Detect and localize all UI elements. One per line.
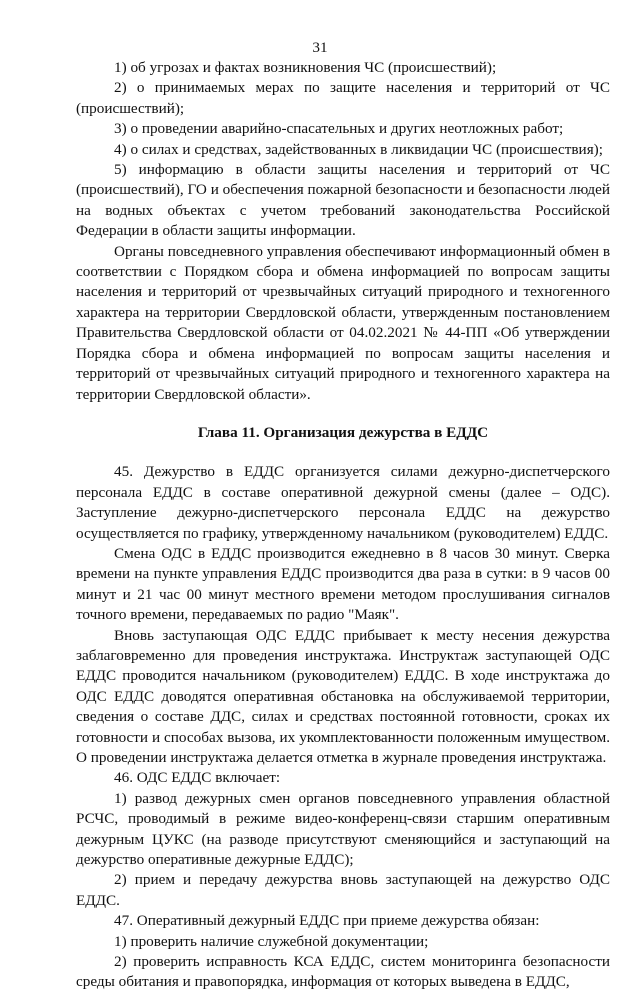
paragraph: 1) проверить наличие служебной документации; [114, 932, 429, 950]
paragraph: Вновь заступающая ОДС ЕДДС прибывает к месту несения дежурства заблаговременно для проведения инструктажа. Инструктаж заступающей ОДС ЕДДС проводится начальником (руководителем) ЕДДС. В ходе инструктажа до ОДС ЕДДС доводятся оперативная обстановка на обслуживаемой территории, сведения о составе ДДС, силах и средствах постоянной готовности, сроках их готовности и способах вызова, их укомплектованности положенным имуществом. О проведении инструктажа делается отметка в журнале проведения инструктажа. [76, 626, 610, 766]
paragraph: 46. ОДС ЕДДС включает: [114, 769, 281, 787]
paragraph: Органы повседневного управления обеспечивают информационный обмен в соответствии с Порядком сбора и обмена информацией по вопросам защиты населения и территорий от чрезвычайных ситуаций природного и техногенного характера на территории Свердловской области, утвержденным постановлением Правительства Свердловской области от 04.02.2021 № 44-ПП «Об утверждении Порядка сбора и обмена информацией по вопросам защиты населения и территорий от чрезвычайных ситуаций природного и техногенного характера на территории Свердловской области». [76, 242, 610, 403]
page-body [76, 58, 610, 993]
paragraph: 1) развод дежурных смен органов повседневного управления областной РСЧС, проводимый в режиме видео-конференц-связи старшим оперативным дежурным ЦУКС (на разводе присутствуют сменяющийся и заступающий на дежурство оперативные дежурные ЕДДС); [76, 789, 610, 869]
paragraph: 4) о силах и средствах, задействованных в ликвидации ЧС (происшествия); [114, 140, 603, 158]
paragraph: Смена ОДС в ЕДДС производится ежедневно в 8 часов 30 минут. Сверка времени на пункте управления ЕДДС производится два раза в сутки: в 9 часов 00 минут и 21 час 00 минут местного времени методом прослушивания сигналов точного времени, передаваемых по радио "Маяк". [76, 544, 610, 624]
paragraph: 3) о проведении аварийно-спасательных и других неотложных работ; [114, 120, 564, 138]
page-number: 31 [312, 39, 328, 56]
paragraph: 45. Дежурство в ЕДДС организуется силами дежурно-диспетчерского персонала ЕДДС в составе оперативной дежурной смены (далее – ОДС). Заступление дежурно-диспетчерского персонала ЕДДС на дежурство осуществляется по графику, утвержденному начальником (руководителем) ЕДДС. [76, 463, 610, 542]
paragraph: 2) проверить исправность КСА ЕДДС, систем мониторинга безопасности среды обитания и правопорядка, информация от которых выведена в ЕДДС, [76, 953, 610, 991]
chapter-heading: Глава 11. Организация дежурства в ЕДДС [197, 423, 489, 441]
paragraph: 47. Оперативный дежурный ЕДДС при приеме дежурства обязан: [114, 912, 540, 930]
paragraph: 2) прием и передачу дежурства вновь заступающей на дежурство ОДС ЕДДС. [76, 871, 610, 909]
paragraph: 5) информацию в области защиты населения и территорий от ЧС (происшествий), ГО и обеспечения пожарной безопасности и безопасности людей на водных объектах с учетом требований законодательства Российской Федерации в области защиты информации. [76, 161, 610, 240]
paragraph: 2) о принимаемых мерах по защите населения и территорий от ЧС (происшествий); [76, 79, 610, 117]
paragraph: 1) об угрозах и фактах возникновения ЧС (происшествий); [114, 59, 497, 76]
